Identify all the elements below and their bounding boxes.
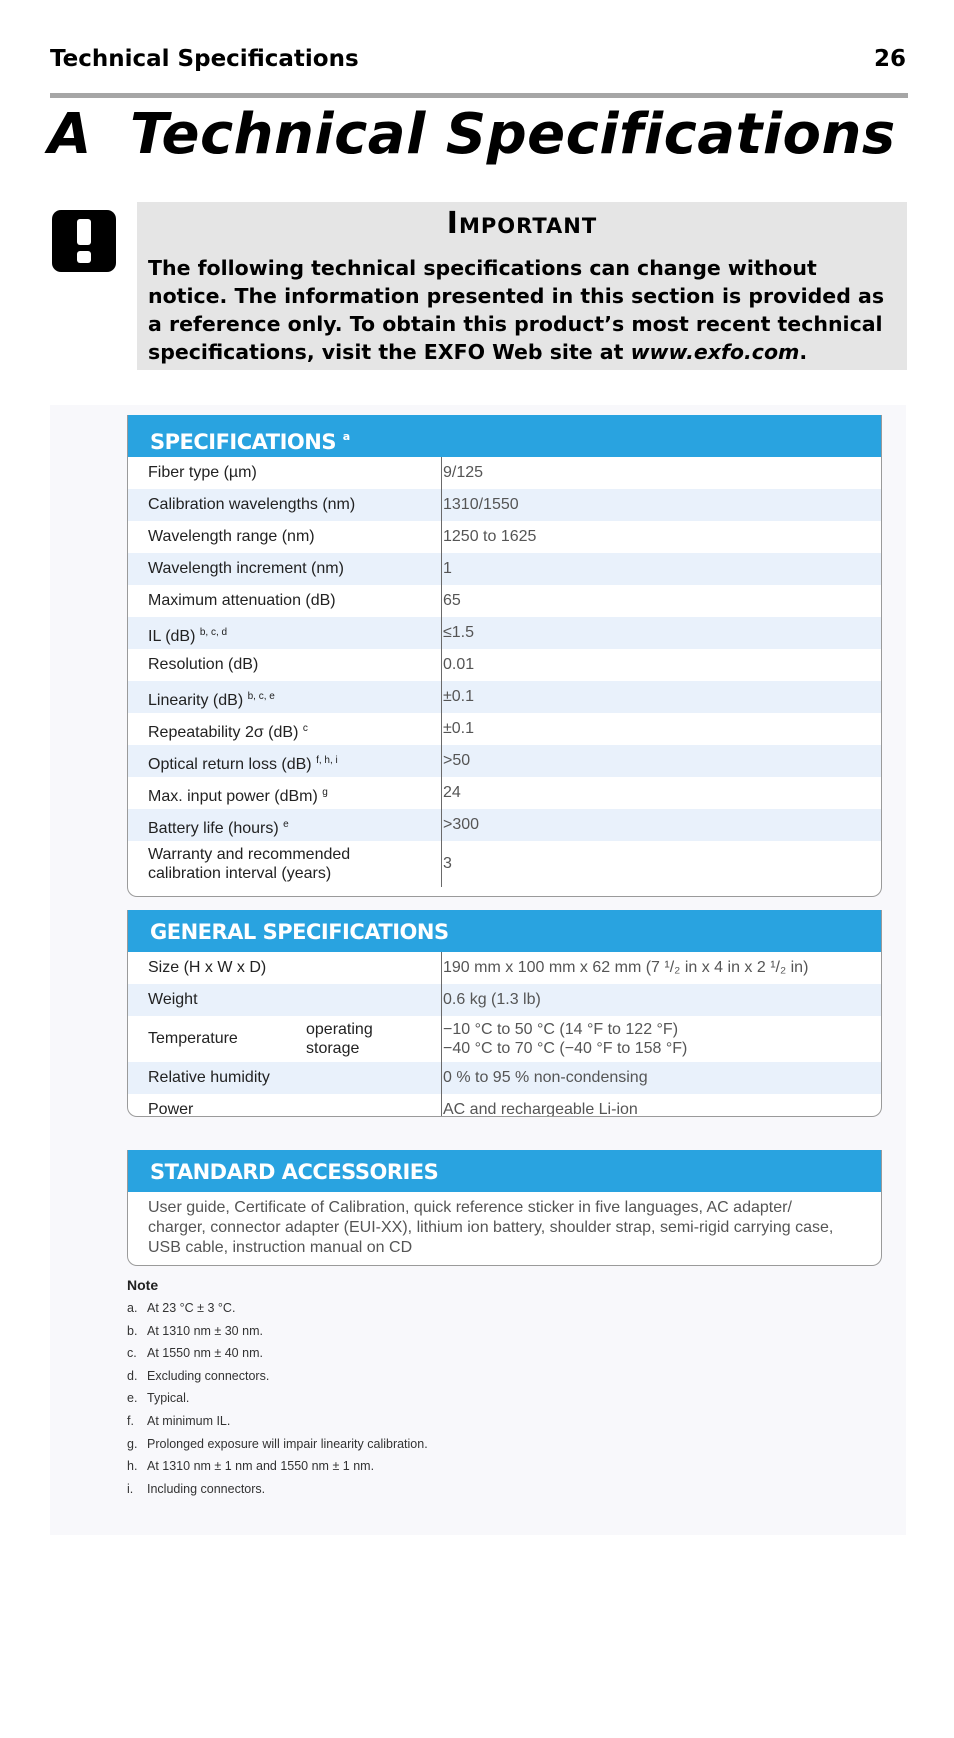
note-key: i. — [127, 1481, 134, 1496]
row-label: IL (dB) $^{b, c, d}$ — [148, 627, 228, 645]
note-key: g. — [127, 1436, 138, 1451]
row-value: AC and rechargeable Li-ion — [443, 1101, 638, 1117]
notes — [127, 1277, 428, 1504]
row-footnote-ref: f, h, i — [316, 755, 338, 766]
row-label: Linearity (dB) $^{b, c, e}$ — [148, 691, 275, 709]
notes-title: Note — [127, 1277, 159, 1293]
general-specifications-table — [127, 910, 882, 1117]
list-item — [127, 1482, 428, 1505]
row-value: −10 °C to 50 °C (14 °F to 122 °F) −40 °C to 70 °C (−40 °F to 158 °F) — [443, 1021, 688, 1057]
specifications-title: SPECIFICATIONS — [150, 430, 336, 454]
table-row — [128, 984, 881, 1016]
list-item — [127, 1437, 428, 1460]
row-value: 3 — [443, 855, 452, 872]
list-item — [127, 1414, 428, 1437]
row-sublabel: operating storage — [306, 1021, 373, 1057]
row-footnote-ref: g — [322, 787, 328, 798]
accessories-header: STANDARD ACCESSORIES — [128, 1150, 881, 1192]
row-value: 1250 to 1625 — [443, 528, 537, 545]
note-key: f. — [127, 1413, 134, 1428]
table-row — [128, 1062, 881, 1094]
row-label: Maximum attenuation (dB) — [148, 592, 336, 609]
row-label: Fiber type (µm) — [148, 464, 257, 481]
row-value: 190 mm x 100 mm x 62 mm (7 ¹/₂ in x 4 in x 2 ¹/₂ in) — [443, 959, 809, 976]
note-text: At 1310 nm ± 1 nm and 1550 nm ± 1 nm. — [147, 1459, 375, 1474]
spec-sheet — [50, 405, 906, 1535]
row-value: >300 — [443, 816, 480, 833]
row-footnote-ref: c — [302, 723, 308, 734]
table-row — [128, 809, 881, 841]
note-key: a. — [127, 1301, 138, 1315]
row-value: 65 — [443, 592, 461, 609]
important-body: The following technical specifications can change without notice. The information presented in this section is provided as a reference only. To obtain this product’s most recent technical specifications, visit the EXFO Web site at — [148, 256, 885, 364]
note-text: At 1550 nm ± 40 nm. — [147, 1346, 263, 1361]
table-row — [128, 681, 881, 713]
row-label: Max. input power (dBm) $^g$ — [148, 787, 328, 805]
page-number: 26 — [873, 46, 906, 72]
row-label: Calibration wavelengths (nm) — [148, 496, 356, 513]
important-heading: Important — [446, 206, 598, 241]
important-period: . — [799, 340, 808, 364]
standard-accessories — [127, 1150, 882, 1266]
list-item — [127, 1346, 428, 1369]
row-value: 0 % to 95 % non-condensing — [443, 1069, 648, 1086]
specifications-header — [128, 415, 881, 457]
running-title: Technical Specifications — [50, 46, 359, 72]
note-key: b. — [127, 1323, 138, 1338]
header-rule — [50, 93, 908, 98]
list-item — [127, 1459, 428, 1482]
specifications-title-note: a — [342, 430, 350, 443]
row-label: Relative humidity — [148, 1069, 270, 1086]
table-row — [128, 457, 881, 489]
row-value: ±0.1 — [443, 688, 475, 705]
list-item — [127, 1369, 428, 1392]
list-item — [127, 1324, 428, 1347]
chapter-heading: Technical Specifications — [130, 102, 896, 167]
row-label: Weight — [148, 991, 198, 1008]
general-header: GENERAL SPECIFICATIONS — [128, 910, 881, 952]
row-label: Optical return loss (dB) $^{f, h, i}$ — [148, 755, 338, 773]
note-text: Prolonged exposure will impair linearity calibration. — [147, 1436, 428, 1451]
exfo-website-link[interactable]: www.exfo.com — [630, 340, 800, 364]
chapter-letter: A — [48, 102, 92, 167]
table-row — [128, 553, 881, 585]
row-label: Wavelength increment (nm) — [148, 560, 344, 577]
table-row — [128, 489, 881, 521]
row-value: 0.6 kg (1.3 lb) — [443, 991, 541, 1008]
table-row — [128, 521, 881, 553]
note-key: d. — [127, 1368, 138, 1383]
list-item — [127, 1301, 428, 1324]
table-row — [128, 777, 881, 809]
table-row — [128, 585, 881, 617]
table-row — [128, 1016, 881, 1062]
note-key: e. — [127, 1391, 138, 1406]
row-value: 1 — [443, 560, 452, 577]
specifications-rows — [128, 457, 881, 841]
table-row — [128, 649, 881, 681]
note-text: At minimum IL. — [147, 1413, 231, 1428]
chapter-title — [48, 102, 896, 167]
accessories-text: User guide, Certificate of Calibration, quick reference sticker in five languages, AC adapter/ charger, connector adapter (EUI-XX), lithium ion battery, shoulder strap, semi-rigid carrying case, USB cable, instruction manual on CD — [148, 1199, 834, 1256]
row-label: Resolution (dB) — [148, 656, 259, 673]
row-value: 9/125 — [443, 464, 484, 481]
row-value: ±0.1 — [443, 720, 475, 737]
row-label: Battery life (hours) $^e$ — [148, 819, 289, 837]
table-row — [128, 745, 881, 777]
row-label: Size (H x W x D) — [148, 959, 267, 976]
row-value: >50 — [443, 752, 471, 769]
note-text: At 23 °C ± 3 °C. — [147, 1301, 236, 1315]
table-row — [128, 1094, 881, 1117]
note-text: Typical. — [147, 1391, 190, 1406]
row-value: 0.01 — [443, 656, 475, 673]
row-label: Power — [148, 1101, 194, 1117]
note-text: Excluding connectors. — [147, 1368, 270, 1383]
row-footnote-ref: e — [283, 819, 289, 830]
table-row — [128, 713, 881, 745]
notes-list — [127, 1301, 428, 1504]
row-footnote-ref: b, c, e — [247, 691, 275, 702]
table-row — [128, 617, 881, 649]
note-key: c. — [127, 1346, 137, 1361]
row-label: Repeatability 2σ (dB) $^c$ — [148, 723, 308, 741]
specifications-table — [127, 415, 882, 897]
row-label: Temperature — [148, 1030, 238, 1047]
important-text — [148, 254, 900, 366]
list-item — [127, 1391, 428, 1414]
note-text: At 1310 nm ± 30 nm. — [147, 1323, 263, 1338]
running-header — [50, 46, 906, 76]
row-value: 1310/1550 — [443, 496, 519, 513]
table-row — [128, 841, 881, 887]
row-footnote-ref: b, c, d — [199, 627, 228, 638]
row-value: 24 — [443, 784, 461, 801]
table-row — [128, 952, 881, 984]
important-notice — [137, 202, 907, 370]
note-text: Including connectors. — [147, 1481, 266, 1496]
row-value: ≤1.5 — [443, 624, 475, 641]
note-key: h. — [127, 1459, 138, 1474]
row-label: Wavelength range (nm) — [148, 528, 315, 545]
important-exclamation-icon — [52, 210, 116, 272]
row-label: Warranty and recommended calibration interval (years) — [148, 846, 351, 882]
